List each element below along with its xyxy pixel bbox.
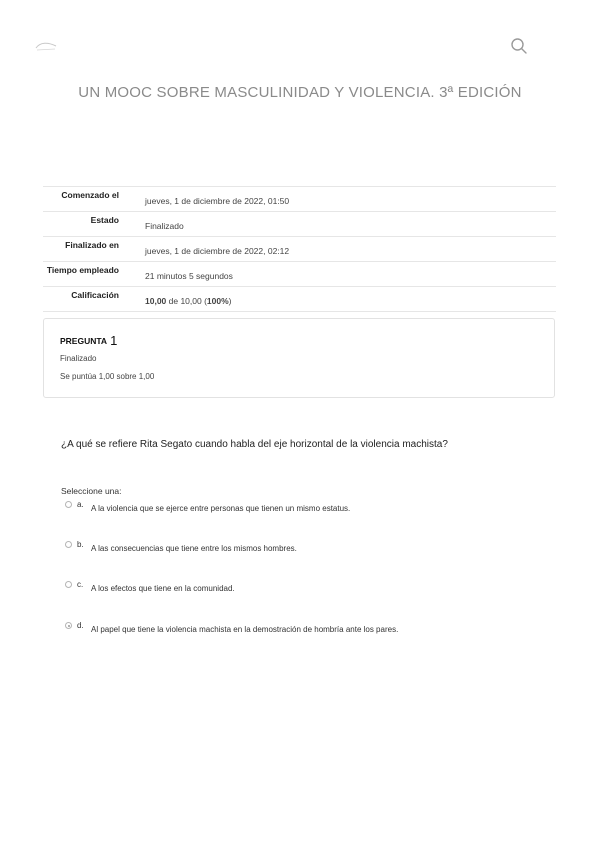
summary-value: jueves, 1 de diciembre de 2022, 02:12: [145, 246, 290, 256]
summary-label: Estado: [90, 215, 119, 225]
summary-label: Comenzado el: [61, 190, 119, 200]
course-title: UN MOOC SOBRE MASCULINIDAD Y VIOLENCIA. 3ª EDICIÓN: [78, 84, 522, 101]
option-text: Al papel que tiene la violencia machista en la demostración de hombría ante los pares.: [91, 625, 399, 634]
option-letter: c.: [77, 580, 84, 589]
summary-label: Calificación: [71, 290, 119, 300]
option-text: A la violencia que se ejerce entre personas que tienen un mismo estatus.: [91, 504, 351, 513]
radio-option-c[interactable]: [65, 581, 72, 588]
option-letter: d.: [77, 621, 84, 630]
option-letter: b.: [77, 540, 84, 549]
grade-close: ): [228, 296, 232, 306]
attempt-summary-table: [43, 186, 556, 312]
summary-row-started: [43, 187, 556, 212]
question-info-box: [43, 318, 555, 398]
radio-option-b[interactable]: [65, 541, 72, 548]
answer-option-c[interactable]: [65, 580, 485, 594]
option-text: A los efectos que tiene en la comunidad.: [91, 584, 235, 593]
question-number: [60, 333, 117, 348]
answer-option-b[interactable]: [65, 540, 485, 554]
question-text: ¿A qué se refiere Rita Segato cuando habla del eje horizontal de la violencia machista?: [61, 439, 448, 450]
summary-label: Finalizado en: [65, 240, 119, 250]
question-number-value: 1: [110, 333, 118, 348]
summary-value: Finalizado: [145, 221, 184, 231]
brand-logo: [34, 40, 58, 52]
answer-option-d[interactable]: [65, 621, 485, 635]
question-label: PREGUNTA: [60, 336, 108, 346]
radio-option-a[interactable]: [65, 501, 72, 508]
summary-row-time: [43, 262, 556, 287]
summary-row-finished: [43, 237, 556, 262]
grade-percent: 100%: [206, 296, 229, 306]
summary-row-grade: [43, 287, 556, 312]
grade-score: 10,00: [145, 296, 167, 306]
search-icon[interactable]: [509, 36, 529, 56]
summary-label: Tiempo empleado: [46, 265, 119, 275]
summary-row-state: [43, 212, 556, 237]
question-mark: Se puntúa 1,00 sobre 1,00: [60, 372, 155, 381]
summary-value: 21 minutos 5 segundos: [145, 271, 233, 281]
radio-option-d[interactable]: [65, 622, 72, 629]
summary-value: jueves, 1 de diciembre de 2022, 01:50: [145, 196, 290, 206]
option-text: A las consecuencias que tiene entre los mismos hombres.: [91, 544, 297, 553]
grade-of: de 10,00 (: [166, 296, 207, 306]
answer-prompt: Seleccione una:: [61, 486, 122, 496]
grade-value: [125, 287, 556, 312]
question-state: Finalizado: [60, 354, 97, 363]
option-letter: a.: [77, 500, 84, 509]
answer-option-a[interactable]: [65, 500, 485, 514]
